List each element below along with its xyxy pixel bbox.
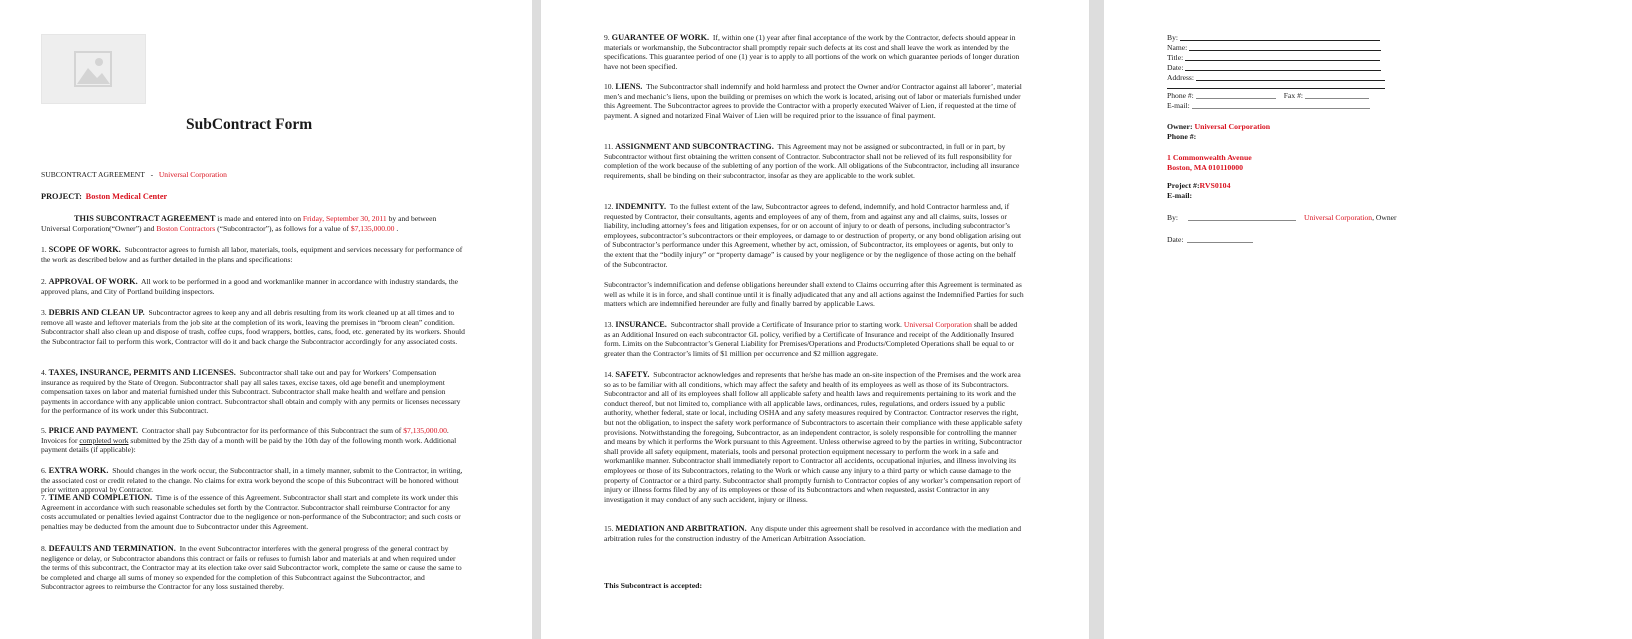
title-line[interactable] — [1185, 59, 1380, 61]
section-assignment: 11. ASSIGNMENT AND SUBCONTRACTING. This Agreement may not be assigned or subcontracted, in full or in part, by Subcontractor without first obtaining the written consent of Contractor. Subcontractor shall not be relieved of its full responsibility for completion of the work because of the subletting of any portion of the work. All obligations of the Subcontractor, including all insurance requirements, shall be binding on their subcontractor, insofar as they are applicable to the work sublet. — [604, 142, 1020, 180]
owner-date-line: Date: — [1167, 235, 1367, 245]
owner-name: Universal Corporation — [158, 170, 227, 179]
project-line: PROJECT: Boston Medical Center — [41, 192, 168, 201]
intro-paragraph: THIS SUBCONTRACT AGREEMENT is made and entered into on Friday, September 30, 2011 by and between Universal Corporation(“Owner”) and Boston Contractors (“Subcontractor”), as follows for a value of $7,135,000.00 . — [41, 214, 437, 233]
owner-name: Universal Corporation — [1194, 122, 1271, 131]
section-debris-and-clean-up: 3. DEBRIS AND CLEAN UP. Subcontractor agrees to keep any and all debris resulting from its work cleaned up at all times and to remove all waste and leftover materials from the job site at the completion of its work, leaving the premises in “broom clean” condition. Subcontractor shall also clean up and dispose of trash, coffee cups, food wrappers, bottles, cans, food, etc. generated by its workers. Should the Subcontractor fail to perform this work, Contractor will do it and back charge the Subcontractor accordingly for any associated costs. — [41, 308, 465, 346]
page-title: SubContract Form — [186, 116, 313, 133]
project-number: RVS0104 — [1199, 181, 1231, 190]
project-name: Boston Medical Center — [85, 192, 168, 201]
section-guarantee-of-work: 9. GUARANTEE OF WORK. If, within one (1) year after final acceptance of the work by the Contractor, defects should appear in materials or workmanship, the Subcontractor shall promptly repair such defects at its cost and shall leave the work as intended by the specifications. This guarantee period of one (1) year is to apply to all portions of the work on which guarantee periods of longer duration have not been specified. — [604, 33, 1020, 71]
section-safety: 14. SAFETY. Subcontractor acknowledges and represents that he/she has made an on-site inspection of the Premises and the work area so as to be familiar with all conditions, which may affect the safety and health of its employees as well as those of its Subcontractors. Subcontractor and all of its employees shall follow all applicable safety and health laws and requirements pertaining to its work and the conduct thereof, but not limited to, compliance with all applicable laws, ordinances, rules, regulations, and orders issued by a public authority, whether federal, state or local, including OSHA and any safety measures required by Contractor. Contractor reserves the right, but not the obligation, to inspect the safety work performance of Subcontractors to ascertain their compliance with these applicable safety provisions. Notwithstanding the foregoing, Subcontractor, as an independent contractor, is solely responsible for controlling the manner and means by which it performs the Work pursuant to this Agreement. Unless otherwise agreed to by the parties in writing, Subcontractor shall provide all safety equipment, materials, tools and personal protection equipment necessary to perform the work in a safe and workmanlike manner. Subcontractor shall immediately report to Contractor all accidents, occupational injuries, and illness involving its employees or those of its Subcontractors, relating to the Work or which cause any injury to a third party or which cause damage to the property of Contractor or a third party. Subcontractor shall promptly furnish to Contractor copies of any worker’s compensation report of injury or illness forms filed by any of its employees or those of its Subcontractors and when requested, assist Contractor in any investigation it may conduct of any such accident, injury or illness. — [604, 370, 1023, 504]
logo-placeholder — [41, 34, 146, 104]
section-indemnity: 12. INDEMNITY. To the fullest extent of the law, Subcontractor agrees to defend, indemnify, and hold Contractor harmless and, if requested by Contractor, their consultants, agents and employees of any of them, from and against any and all claims, suits, losses or liability, including attorney’s fees and litigation expenses, for or on account of injury to or death of persons, including subcontractor’s employees, subcontractor’s subcontractors or their employees, or damage to or destruction of property, or any bond obligation arising out of Subcontractor’s performance under this Agreement, whether by act, omission, of Subcontractor, its employees or agents, but only to the extent that the “bodily injury” or “property damage” is caused by your negligence or by the negligence of those acting on the behalf of the Subcontractor. — [604, 202, 1022, 269]
email-line[interactable] — [1192, 107, 1370, 109]
owner-signature-line: By: Universal Corporation, Owner — [1167, 213, 1397, 222]
page-gutter — [1089, 0, 1104, 639]
section-insurance: 13. INSURANCE. Subcontractor shall provide a Certificate of Insurance prior to starting work. Universal Corporation shall be added as an Additional Insured on each subcontractor GL policy, verified by a Certificate of Insurance and receipt of the Additionally Insured form. Limits on the Subcontractor’s General Liability for Premises/Operations and Products/Completed Operations shall be equal to or greater than the Contractor’s limits of $1 million per occurrence and $2 million aggregate. — [604, 320, 1018, 358]
section-approval-of-work: 2. APPROVAL OF WORK. All work to be performed in a good and workmanlike manner in accordance with industry standards, the approved plans, and City of Portland building inspectors. — [41, 277, 458, 296]
section-time-and-completion: 7. TIME AND COMPLETION. Time is of the essence of this Agreement. Subcontractor shall start and complete its work under this Agreement in accordance with such reasonable schedules set forth by the Contractor. Subcontractor shall reimburse Contractor for any costs accumulated or penalties levied against Contractor due to the negligence or non-performance of the Subcontractor; and such costs or penalties may be deducted from the amount due to Subcontractor under this Agreement. — [41, 493, 461, 531]
fax-line[interactable] — [1305, 97, 1369, 99]
document-page-2 — [541, 0, 1089, 639]
document-page-3 — [1104, 0, 1632, 639]
section-mediation: 15. MEDIATION AND ARBITRATION. Any dispute under this agreement shall be resolved in accordance with the mediation and arbitration rules for the construction industry of the American Arbitration Association. — [604, 524, 1022, 543]
by-line[interactable] — [1180, 39, 1380, 41]
date-line[interactable] — [1185, 69, 1381, 71]
owner-date-field[interactable] — [1187, 241, 1253, 243]
project-number-block: Project #:RVS0104 E-mail: — [1167, 181, 1231, 200]
page-gutter — [532, 0, 541, 639]
owner-block: Owner: Universal Corporation Phone #: — [1167, 122, 1271, 141]
section-extra-work: 6. EXTRA WORK. Should changes in the work occur, the Subcontractor shall, in a timely manner, submit to the Contractor, in writing, the associated cost or credit related to the change. No claims for extra work beyond the scope of this Subcontract will be honored without prior written approval by Contractor. — [41, 466, 463, 495]
agreement-line: SUBCONTRACT AGREEMENT - Universal Corporation — [41, 170, 227, 179]
image-placeholder-icon — [73, 48, 113, 90]
address-line-2[interactable] — [1167, 87, 1385, 89]
accepted-label: This Subcontract is accepted: — [604, 581, 703, 590]
section-taxes-insurance: 4. TAXES, INSURANCE, PERMITS AND LICENSES. Subcontractor shall take out and pay for Workers’ Compensation insurance as required by the State of Oregon. Subcontractor shall pay all sales taxes, excise taxes, old age benefit and unemployment compensation taxes on labor and material furnished under this Subcontract. Subcontractor shall make health and welfare and pension payments in accordance with any applicable union contract. Subcontractor shall obtain and comply with any permits or licenses necessary for the performance of its work under this Subcontract. — [41, 368, 461, 416]
subcontractor-signature-block: By: Name: Title: Date: Address: Phone #: Fax #: E-mail: — [1167, 33, 1387, 111]
section-liens: 10. LIENS. The Subcontractor shall indemnify and hold harmless and protect the Owner and/or Contractor against all laborer’, material men’s and mechanic’s liens, upon the building or premises on which the work is located, arising out of labor or materials furnished under this Agreement. The Subcontractor agrees to provide the Contractor with a properly executed Waiver of Lien, if requested at the time of payment. A signed and notarized Final Waiver of Lien will be required prior to the issuance of final payment. — [604, 82, 1022, 120]
section-defaults-and-termination: 8. DEFAULTS AND TERMINATION. In the event Subcontractor interferes with the general progress of the general contract by negligence or delay, or Subcontractor abandons this contract or fails or refuses to furnish labor and materials at and when required under the terms of this subcontract, the Contractor may at its election take over said Subcontractor work, complete the same or cause the same to be completed and charge all sums of money so expended for the completion of this Subcontract against the Subcontractor, and Subcontractor agrees to reimburse the Contractor for any loss sustained thereby. — [41, 544, 462, 592]
name-line[interactable] — [1189, 49, 1381, 51]
phone-line[interactable] — [1196, 97, 1276, 99]
section-scope-of-work: 1. SCOPE OF WORK. Subcontractor agrees to furnish all labor, materials, tools, equipment and services necessary for performance of the work as described below and as further detailed in the plans and specifications: — [41, 245, 463, 264]
indemnity-continuation: Subcontractor’s indemnification and defense obligations hereunder shall extend to Claims occurring after this Agreement is terminated as well as while it is in force, and shall continue until it is finally adjudicated that any and all actions against the Indemnified Parties for such matters which are indemnified hereunder are fully and finally barred by applicable Laws. — [604, 280, 1024, 309]
address-line[interactable] — [1196, 79, 1385, 81]
owner-by-line[interactable] — [1188, 219, 1296, 221]
owner-address: 1 Commonwealth Avenue Boston, MA 010110000 — [1167, 153, 1252, 172]
document-page-1 — [0, 0, 532, 639]
section-price-and-payment: 5. PRICE AND PAYMENT. Contractor shall pay Subcontractor for its performance of this Subcontract the sum of $7,135,000.00. Invoices for completed work submitted by the 25th day of a month will be paid by the 10th day of the following month work. Additional payment details (if applicable): — [41, 426, 457, 455]
